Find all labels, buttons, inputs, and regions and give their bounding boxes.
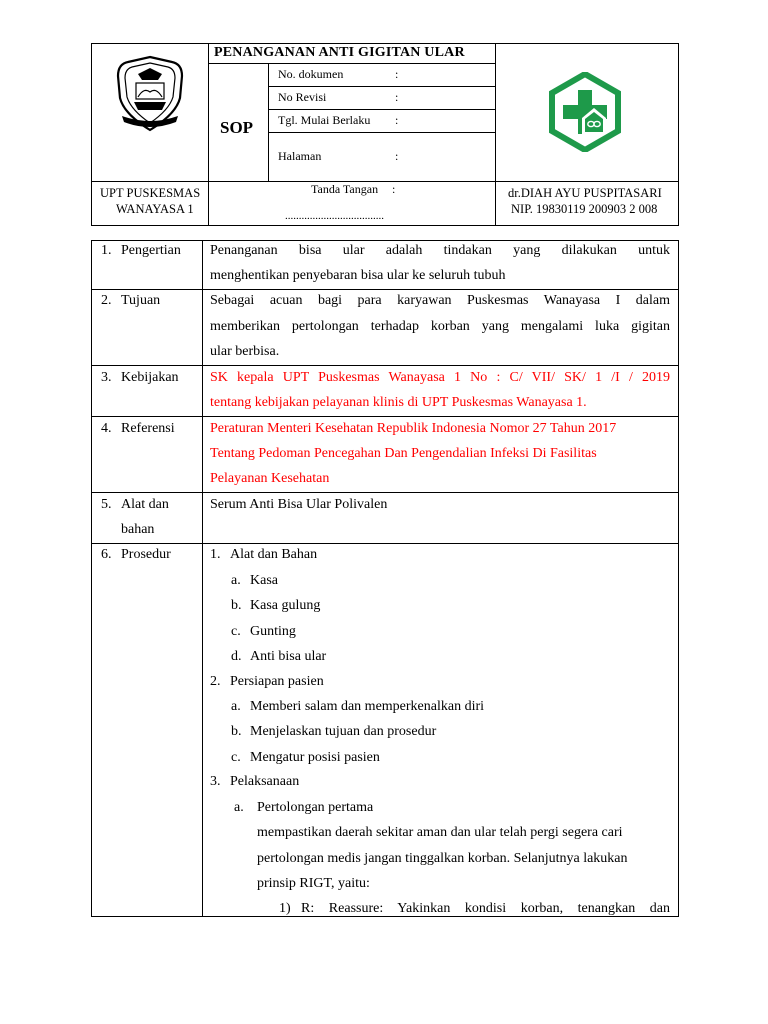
procedure-paragraph-line1: mempastikan daerah sekitar aman dan ular telah pergi segera cari bbox=[257, 825, 623, 840]
procedure-subitem-text: R: Reassure: Yakinkan kondisi korban, tenangkan dan bbox=[301, 901, 670, 916]
signature-sep: : bbox=[392, 182, 396, 196]
puskesmas-logo bbox=[545, 72, 625, 152]
row5-text-line1: Serum Anti Bisa Ular Polivalen bbox=[210, 497, 388, 512]
row3-label: Kebijakan bbox=[121, 370, 179, 385]
row1-num: 1. bbox=[101, 243, 112, 258]
signature-dots: .................................... bbox=[285, 210, 384, 222]
row5-label-line1: Alat dan bbox=[121, 497, 169, 512]
document-title: PENANGANAN ANTI GIGITAN ULAR bbox=[214, 45, 465, 60]
row6-label: Prosedur bbox=[121, 547, 171, 562]
procedure-item-text: Kasa bbox=[250, 573, 278, 588]
row3-text-line1: SK kepala UPT Puskesmas Wanayasa 1 No : C/ VII/ SK/ 1 /I / 2019 bbox=[210, 370, 670, 385]
procedure-item-text: Alat dan Bahan bbox=[230, 547, 318, 562]
row6-num: 6. bbox=[101, 547, 112, 562]
row4-text-line2: Tentang Pedoman Pencegahan Dan Pengendalian Infeksi Di Fasilitas bbox=[210, 446, 597, 461]
procedure-item-num: 2. bbox=[210, 674, 221, 689]
field-halaman: Halaman bbox=[278, 149, 322, 163]
row4-num: 4. bbox=[101, 421, 112, 436]
row2-num: 2. bbox=[101, 293, 112, 308]
procedure-item-num: c. bbox=[231, 624, 241, 639]
field-tgl-mulai: Tgl. Mulai Berlaku bbox=[278, 113, 371, 127]
row2-text-line2: memberikan pertolongan terhadap korban yang mengalami luka gigitan bbox=[210, 319, 670, 334]
field-no-dokumen-sep: : bbox=[395, 67, 399, 81]
procedure-item-text: Persiapan pasien bbox=[230, 674, 324, 689]
row1-text-line2: menghentikan penyebaran bisa ular ke seluruh tubuh bbox=[210, 268, 506, 283]
procedure-item-text: Gunting bbox=[250, 624, 296, 639]
procedure-item-num: b. bbox=[231, 724, 242, 739]
field-tgl-mulai-sep: : bbox=[395, 113, 399, 127]
row1-text-line1: Penanganan bisa ular adalah tindakan yang dilakukan untuk bbox=[210, 243, 670, 258]
procedure-item-num: 3. bbox=[210, 774, 221, 789]
procedure-item-num: a. bbox=[234, 800, 244, 815]
procedure-item-text: Pertolongan pertama bbox=[257, 800, 374, 815]
procedure-item-text: Kasa gulung bbox=[250, 598, 321, 613]
signature-label: Tanda Tangan bbox=[311, 182, 379, 196]
procedure-paragraph-line2: pertolongan medis jangan tinggalkan korban. Selanjutnya lakukan bbox=[257, 851, 628, 866]
field-no-dokumen: No. dokumen bbox=[278, 67, 344, 81]
procedure-item-num: a. bbox=[231, 699, 241, 714]
procedure-item-text: Memberi salam dan memperkenalkan diri bbox=[250, 699, 485, 714]
procedure-subitem-num: 1) bbox=[279, 901, 291, 916]
procedure-paragraph-line3: prinsip RIGT, yaitu: bbox=[257, 876, 370, 891]
field-no-revisi: No Revisi bbox=[278, 90, 327, 104]
row4-label: Referensi bbox=[121, 421, 175, 436]
regional-emblem-logo bbox=[112, 54, 188, 134]
procedure-item-num: b. bbox=[231, 598, 242, 613]
sop-label: SOP bbox=[220, 118, 254, 137]
field-no-revisi-sep: : bbox=[395, 90, 399, 104]
procedure-item-num: 1. bbox=[210, 547, 221, 562]
row4-text-line3: Pelayanan Kesehatan bbox=[210, 471, 330, 486]
row5-label-line2: bahan bbox=[121, 522, 155, 537]
procedure-item-text: Mengatur posisi pasien bbox=[250, 750, 380, 765]
field-halaman-sep: : bbox=[395, 149, 399, 163]
row2-text-line1: Sebagai acuan bagi para karyawan Puskesmas Wanayasa I dalam bbox=[210, 293, 670, 308]
procedure-item-text: Anti bisa ular bbox=[250, 649, 327, 664]
official-name: dr.DIAH AYU PUSPITASARI bbox=[508, 186, 662, 200]
procedure-item-num: a. bbox=[231, 573, 241, 588]
procedure-item-num: c. bbox=[231, 750, 241, 765]
row4-text-line1: Peraturan Menteri Kesehatan Republik Indonesia Nomor 27 Tahun 2017 bbox=[210, 421, 617, 436]
row2-label: Tujuan bbox=[121, 293, 161, 308]
row2-text-line3: ular berbisa. bbox=[210, 344, 280, 359]
org-name-line1: UPT PUSKESMAS bbox=[100, 186, 201, 200]
procedure-item-text: Menjelaskan tujuan dan prosedur bbox=[250, 724, 437, 739]
org-name-line2: WANAYASA 1 bbox=[116, 202, 194, 216]
row3-text-line2: tentang kebijakan pelayanan klinis di UPT Puskesmas Wanayasa 1. bbox=[210, 395, 587, 410]
row1-label: Pengertian bbox=[121, 243, 181, 258]
row5-num: 5. bbox=[101, 497, 112, 512]
procedure-item-text: Pelaksanaan bbox=[230, 774, 300, 789]
procedure-item-num: d. bbox=[231, 649, 242, 664]
official-nip: NIP. 19830119 200903 2 008 bbox=[511, 202, 658, 216]
row3-num: 3. bbox=[101, 370, 112, 385]
